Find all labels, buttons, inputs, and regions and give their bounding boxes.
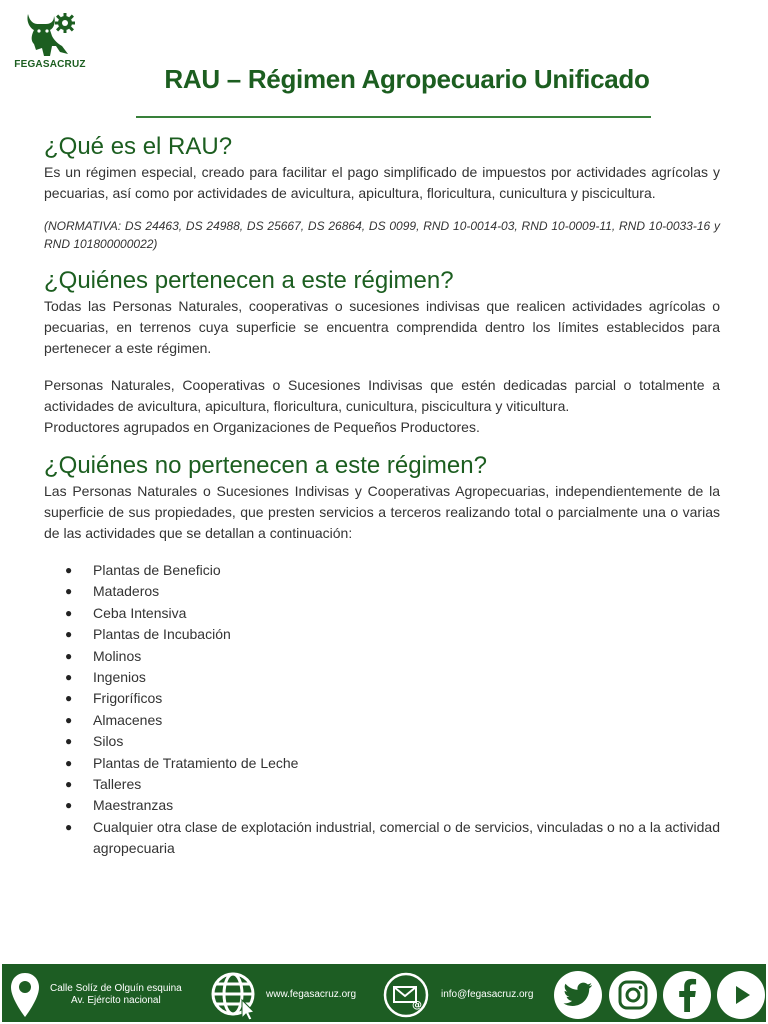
globe-cursor-icon [209, 970, 259, 1020]
list-item: ● Silos [44, 731, 720, 752]
address-line-2: Av. Ejército nacional [71, 995, 161, 1006]
list-item: ● Plantas de Tratamiento de Leche [44, 753, 720, 774]
quienes-paragraph-2: Personas Naturales, Cooperativas o Sucesiones Indivisas que estén dedicadas parcial o totalmente a actividades de avicultura, apicultura, floricultura, cunicultura, piscicultura y viticultura. [44, 377, 720, 414]
instagram-icon[interactable] [609, 971, 657, 1019]
footer-email[interactable] [383, 964, 533, 1024]
list-item: ● Mataderos [44, 581, 720, 602]
no-pertenecen-paragraph: Las Personas Naturales o Sucesiones Indivisas y Cooperativas Agropecuarias, independientemente de la superficie de sus propiedades, que presten servicios a terceros realizando total o parcialmente una o varias de las actividades que se detallan a continuación: [44, 483, 720, 541]
main-content [44, 132, 720, 860]
page-title: RAU – Régimen Agropecuario Unificado [164, 64, 650, 94]
list-item: ● Frigoríficos [44, 688, 720, 709]
bull-gear-icon [22, 10, 78, 58]
youtube-icon[interactable] [717, 971, 765, 1019]
title-divider [136, 116, 651, 118]
address-line-1: Calle Solíz de Olguín esquina [50, 983, 182, 994]
email-icon [383, 972, 429, 1018]
section-heading-no-pertenecen: ¿Quiénes no pertenecen a este régimen? [44, 452, 487, 479]
section-heading-que-es: ¿Qué es el RAU? [44, 133, 233, 160]
section-heading-quienes: ¿Quiénes pertenecen a este régimen? [44, 267, 454, 294]
list-item: ● Ceba Intensiva [44, 603, 720, 624]
location-pin-icon [10, 972, 40, 1018]
twitter-icon[interactable] [554, 971, 602, 1019]
normativa-note: (NORMATIVA: DS 24463, DS 24988, DS 25667, DS 26864, DS 0099, RND 10-0014-03, RND 10-0009-11, RND 10-0033-16 y RND 101800000022) [44, 219, 720, 251]
quienes-paragraph-1: Todas las Personas Naturales, cooperativas o sucesiones indivisas que realicen actividades agrícolas o pecuarias, en terrenos cuya superficie se encuentra comprendida dentro los límites establecidos para pertenecer a este régimen. [44, 298, 720, 356]
list-item: ● Maestranzas [44, 795, 720, 816]
list-item: ● Ingenios [44, 667, 720, 688]
footer-website[interactable] [209, 964, 356, 1024]
list-item: ● Plantas de Incubación [44, 624, 720, 645]
quienes-paragraph-3: Productores agrupados en Organizaciones de Pequeños Productores. [44, 419, 480, 435]
que-es-paragraph: Es un régimen especial, creado para facilitar el pago simplificado de impuestos por actividades agrícolas y pecuarias, así como por actividades de avicultura, apicultura, floricultura, cunicultura y piscicultura. [44, 164, 720, 201]
list-item: ● Talleres [44, 774, 720, 795]
excluded-activities-list [44, 560, 720, 860]
logo-text: FEGASACRUZ [14, 59, 86, 70]
list-item: ● Plantas de Beneficio [44, 560, 720, 581]
list-item: ● Molinos [44, 646, 720, 667]
list-item: ● Cualquier otra clase de explotación industrial, comercial o de servicios, vinculadas o no a la actividad agropecuaria [44, 817, 720, 860]
website-link[interactable]: www.fegasacruz.org [266, 989, 357, 1000]
facebook-icon[interactable] [663, 971, 711, 1019]
footer-bar [0, 962, 768, 1024]
list-item: ● Almacenes [44, 710, 720, 731]
footer-address [10, 964, 182, 1024]
email-link[interactable]: info@fegasacruz.org [441, 989, 534, 1000]
svg-text:@: @ [412, 1000, 422, 1011]
